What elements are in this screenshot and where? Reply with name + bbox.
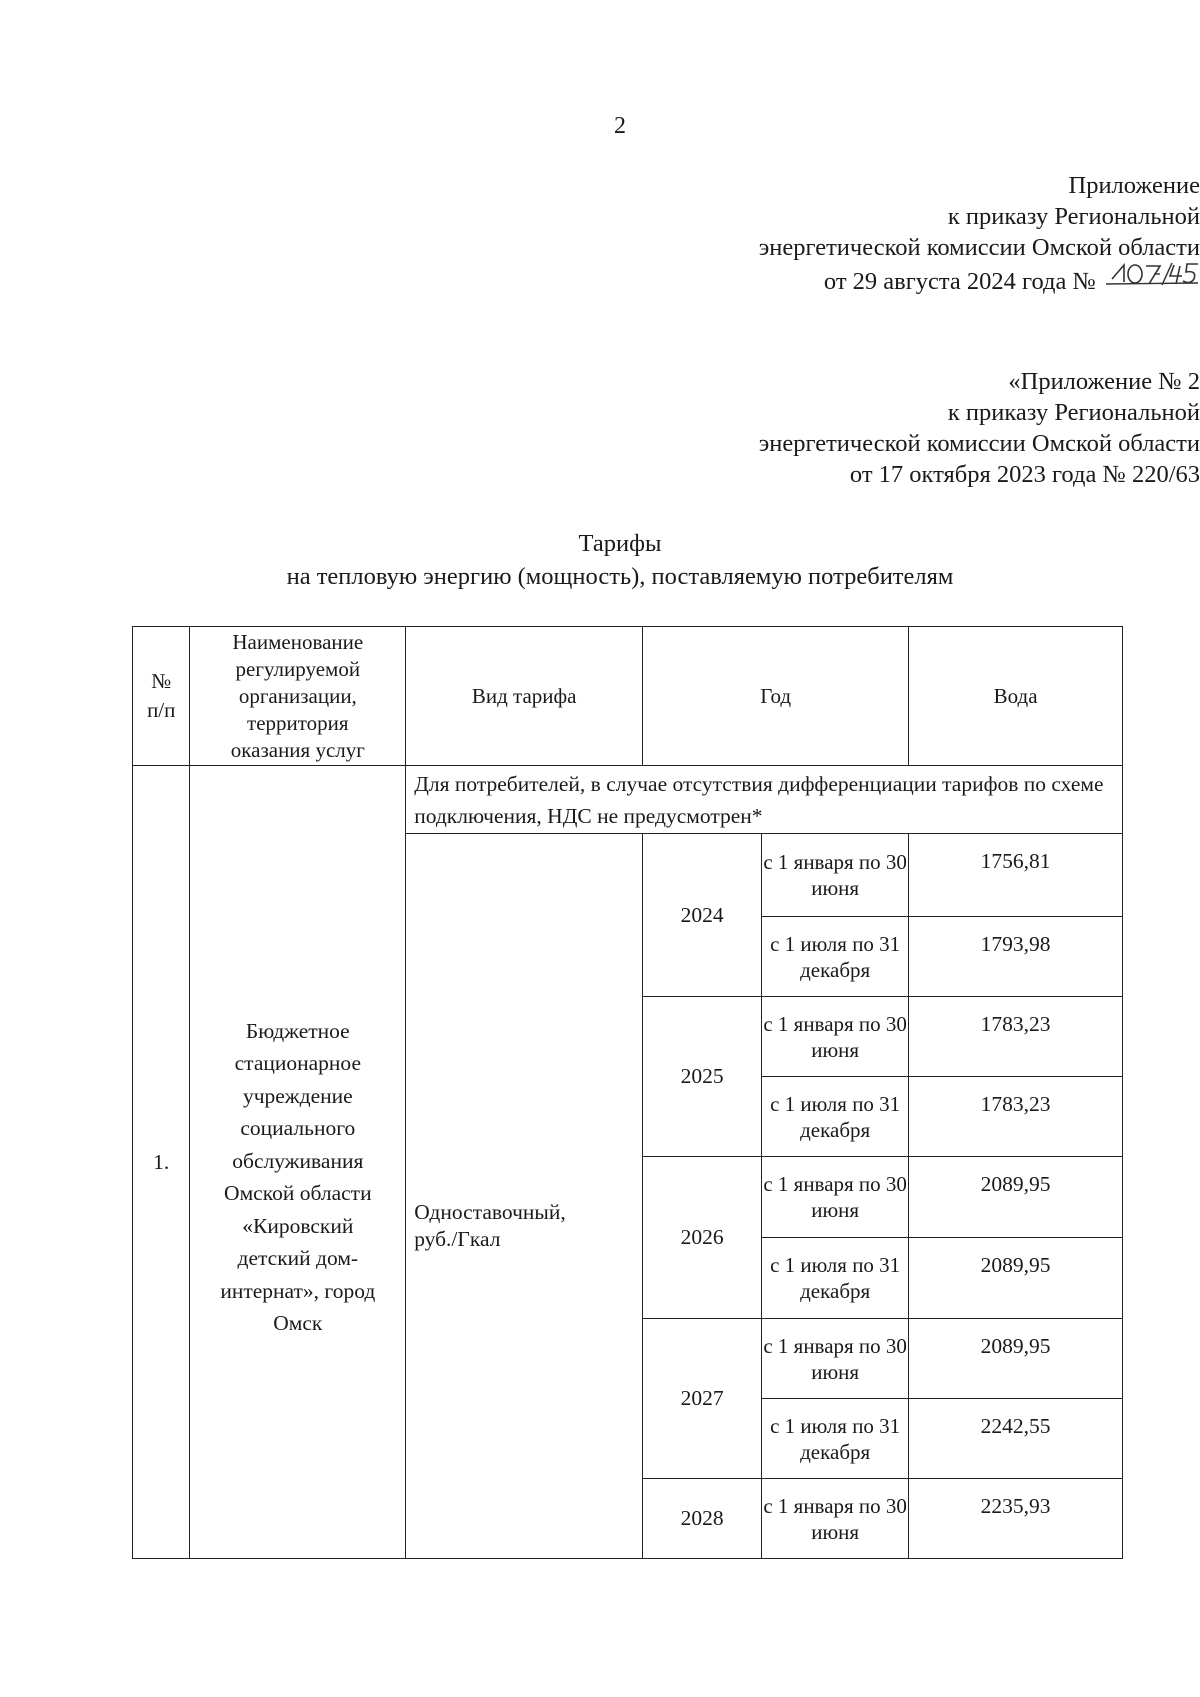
- row-number: 1.: [133, 766, 190, 1559]
- page-number: 2: [614, 113, 626, 139]
- value-cell: 1756,81: [909, 834, 1123, 917]
- prior-line-3: энергетической комиссии Омской области: [758, 430, 1200, 457]
- appendix-line-1: Приложение: [1068, 172, 1200, 199]
- organization-name: [190, 766, 406, 1559]
- header-number-text: № п/п: [147, 669, 176, 722]
- header-organization: [190, 627, 406, 766]
- period-cell: с 1 июля по 31 декабря: [762, 1399, 909, 1479]
- prior-line-1: «Приложение № 2: [1008, 368, 1200, 395]
- year-cell: 2024: [643, 834, 762, 997]
- year-cell: 2027: [643, 1319, 762, 1479]
- value-cell: 2089,95: [909, 1157, 1123, 1238]
- handwritten-order-number: [1102, 263, 1200, 289]
- value-cell: 1793,98: [909, 917, 1123, 997]
- year-cell: 2026: [643, 1157, 762, 1319]
- value-cell: 1783,23: [909, 1077, 1123, 1157]
- value-cell: 2242,55: [909, 1399, 1123, 1479]
- year-cell: 2025: [643, 997, 762, 1157]
- document-subtitle: на тепловую энергию (мощность), поставляемую потребителям: [286, 563, 954, 590]
- value-cell: 2089,95: [909, 1319, 1123, 1399]
- period-cell: с 1 января по 30 июня: [762, 1319, 909, 1399]
- year-cell: 2028: [643, 1479, 762, 1559]
- value-cell: 2235,93: [909, 1479, 1123, 1559]
- period-cell: с 1 июля по 31 декабря: [762, 1238, 909, 1319]
- period-cell: с 1 января по 30 июня: [762, 834, 909, 917]
- tariff-table: [132, 626, 1123, 1559]
- appendix-date-prefix: от 29 августа 2024 года №: [823, 268, 1096, 295]
- prior-appendix-reference: [93, 366, 1200, 490]
- header-water: Вода: [909, 627, 1123, 766]
- organization-name-text: Бюджетное стационарное учреждение социального обслуживания Омской области «Кировский детский дом-интернат», город Омск: [220, 1018, 376, 1335]
- prior-line-4: от 17 октября 2023 года № 220/63: [849, 461, 1200, 488]
- tariff-type: [406, 834, 643, 1559]
- header-organization-text: Наименование регулируемой организации, территория оказания услуг: [230, 629, 365, 762]
- value-cell: 1783,23: [909, 997, 1123, 1077]
- period-cell: с 1 июля по 31 декабря: [762, 1077, 909, 1157]
- tariff-type-text: Одноставочный, руб./Гкал: [414, 1200, 566, 1251]
- table-header-row: [133, 627, 1123, 766]
- value-cell: 2089,95: [909, 1238, 1123, 1319]
- appendix-line-3: энергетической комиссии Омской области: [758, 234, 1200, 261]
- period-cell: с 1 января по 30 июня: [762, 997, 909, 1077]
- appendix-line-4: [88, 263, 1200, 297]
- table-row: [133, 766, 1123, 834]
- appendix-reference: [88, 170, 1200, 297]
- period-cell: с 1 января по 30 июня: [762, 1479, 909, 1559]
- header-tariff-type: Вид тарифа: [406, 627, 643, 766]
- period-cell: с 1 января по 30 июня: [762, 1157, 909, 1238]
- header-number: [133, 627, 190, 766]
- document-title: Тарифы: [578, 530, 662, 557]
- header-year: Год: [643, 627, 909, 766]
- appendix-line-2: к приказу Региональной: [947, 203, 1200, 230]
- prior-line-2: к приказу Региональной: [947, 399, 1200, 426]
- period-cell: с 1 июля по 31 декабря: [762, 917, 909, 997]
- tariff-note: Для потребителей, в случае отсутствия дифференциации тарифов по схеме подключения, НДС не предусмотрен*: [406, 766, 1123, 834]
- handwritten-signature-icon: [1102, 257, 1200, 289]
